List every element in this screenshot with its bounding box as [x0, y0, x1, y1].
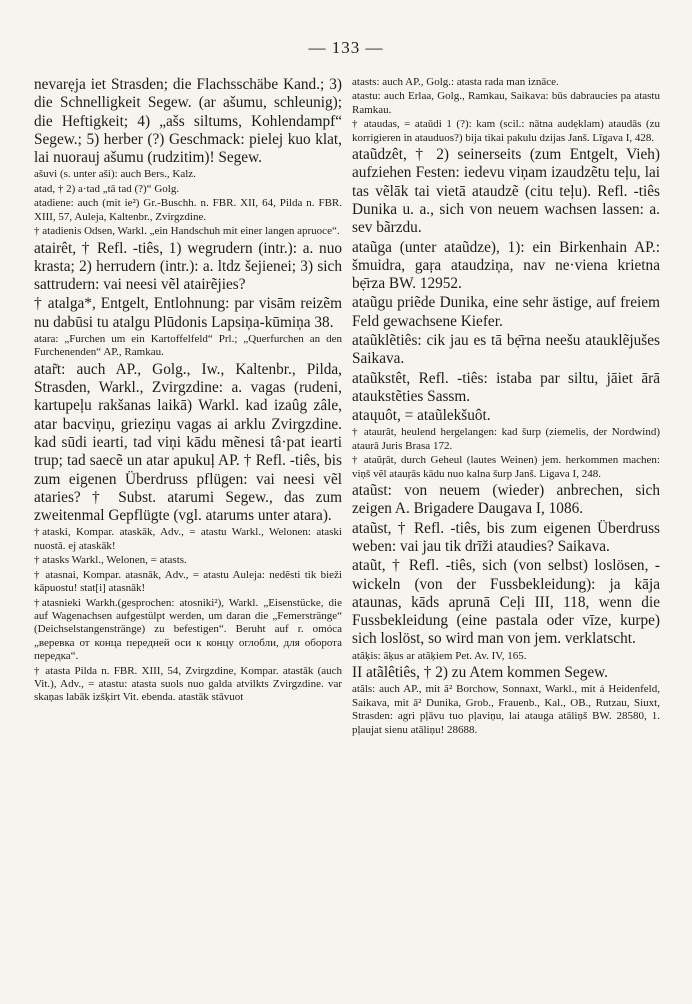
dictionary-entry: atastu: auch Erlaa, Golg., Ramkau, Saikava: būs dabraucies pa atastu Ramkau.	[352, 90, 660, 116]
dictionary-entry: ašuvi (s. unter aši): auch Bers., Kalz.	[34, 168, 196, 181]
dictionary-entry: atãķis: ãķus ar atãķiem Pet. Av. IV, 165.	[352, 649, 527, 662]
dictionary-entry: † atasnai, Kompar. atasnāk, Adv., = atastu Auleja: nedẽsti tik bieži kāpuostu! stat[i] atasnāk!	[34, 568, 342, 595]
dictionary-entry: atãls: auch AP., mit ã² Borchow, Sonnaxt, Warkl., mit á Heidenfeld, Saikava, mit ā² Dunika, Grob., Frauenb., Kal., OB., Rutzau, Siuxt, Strasden: agri pļāvu tuo pļaviņu, lai atauga atāliņš BW. 28580, 1. pļaujat sienu atāliņu! 28688.	[352, 683, 660, 736]
dictionary-entry: † ataudas, = ataūdi 1 (?): kam (scil.: nātna audẹklam) ataudās (zu korrigieren in atauduos?) bija tikai pakulu dzijas Janš. Līgava I, 428.	[352, 118, 660, 144]
dictionary-entry: II atãlêtiês, † 2) zu Atem kommen Segew.	[352, 664, 609, 682]
dictionary-entry: †ataski, Kompar. ataskāk, Adv., = atastu Warkl., Welonen: ataski nuostā. ej ataskāk!	[34, 526, 342, 552]
dictionary-entry: atad, † 2) a·tad „tā tad (?)“ Golg.	[34, 182, 180, 195]
dictionary-entry: atadiene: auch (mit ie²) Gr.-Buschh. n. FBR. XII, 64, Pilda n. FBR. XIII, 57, Auleja, Kaltenbr., Zvirgzdine.	[34, 197, 342, 223]
dictionary-entry: † ataũŗât, durch Geheul (lautes Weinen) jem. herkommen machen: viņš vẽl atauŗās kādu nuo kalna šurp Janš. Ligava I, 248.	[352, 454, 660, 480]
dictionary-entry: ataũgu priẽde Dunika, eine sehr ästige, auf freiem Feld gewachsene Kiefer.	[352, 294, 660, 330]
dictionary-entry: ataũst, † Refl. -tiês, bis zum eigenen Überdruss weben: vai jau tik drīži ataudies? Saikava.	[352, 519, 660, 555]
dictionary-entry: atairêt, † Refl. -tiês, 1) wegrudern (intr.): a. nuo krasta; 2) herrudern (intr.): a. ltdz šejienei; 3) sich sattrudern: vai neesi vẽl atairẽjies?	[34, 239, 342, 294]
dictionary-entry: ataũdzêt, † 2) seinerseits (zum Entgelt, Vieh) aufziehen Festen: iedevu viņam izaudzẽtu teļu, lai tas vẽlāk tai vietā ataudzẽ (citu teļu). Refl. -tiês Dunika u. a., sich von neuem wachsen lassen: a. sev bãrzdu.	[352, 146, 660, 237]
dictionary-entry: † atadienis Odsen, Warkl. „ein Handschuh mit einer langen apruoce“.	[34, 225, 340, 238]
dictionary-entry: ataųuôt, = ataũlekšuôt.	[352, 407, 491, 425]
dictionary-entry: ataũt, † Refl. -tiês, sich (von selbst) loslösen, -wickeln (von der Fussbekleidung): ja kāja ataunas, kāds aprunā Ceļi III, 118, wenn die Fussbekleidung (eine pastala oder vīze, kurpe) sich loslöst, so wird man von jem. verklatscht.	[352, 557, 660, 648]
dictionary-entry: †atasnieki Warkh.(gesprochen: atosniki²), Warkl. „Eisenstücke, die auf Wagenachsen aufgestülpt werden, um daran die „Femerstränge“ (Deichselstangenstränge) zu befestigen“. Beruht auf r. omóca „веревка от конца передней оси к концу оглобли, для оборота передка“.	[34, 596, 342, 663]
dictionary-entry: atasts: auch AP., Golg.: atasta rada man iznāce.	[352, 76, 559, 88]
dictionary-entry: † atalga*, Entgelt, Entlohnung: par visām reizẽm nu dabūsi tu atalgu Plūdonis Lapsiņa-kūmiņa 38.	[34, 295, 342, 331]
dictionary-entry: ataũga (unter ataũdze), 1): ein Birkenhain AP.: šmuidra, gaŗa ataudziņa, nav ne·viena krietna bẹ̄rza BW. 12952.	[352, 238, 660, 293]
dictionary-entry: atara: „Furchen um ein Kartoffelfeld“ Prl.; „Querfurchen an den Furchenenden“ AP., Ramkau.	[34, 333, 342, 359]
left-column	[34, 76, 342, 706]
dictionary-entry: † atasks Warkl., Welonen, = atasts.	[34, 554, 187, 567]
dictionary-entry: nevarẹja iet Strasden; die Flachsschäbe Kand.; 3) die Schnelligkeit Segew. (ar ašumu, schleunig); die Heftigkeit; 4) „ašs siltums, Kohlendampf“ Segew.; 5) herber (?) Geschmack: pielej kuo klat, lai nuorauj ašumu (rudzitim)! Segew.	[34, 76, 342, 167]
right-column	[352, 76, 660, 738]
page-number: — 133 —	[308, 38, 384, 57]
dictionary-entry: ataũklẽtiês: cik jau es tā bẹ̄rna neešu atauklẽjušes Saikava.	[352, 332, 660, 368]
dictionary-entry: † ataurât, heulend hergelangen: kad šurp (ziemelis, der Nordwind) ataurā Juris Brasa 172.	[352, 426, 660, 452]
dictionary-entry: ataũst: von neuem (wieder) anbrechen, sich zeigen A. Brigadere Daugava I, 1086.	[352, 482, 660, 518]
dictionary-entry: atar̃t: auch AP., Golg., Iw., Kaltenbr., Pilda, Strasden, Warkl., Zvirgzdine: a. vagas (rudeni, kartupeļu rakšanas laikā) Warkl. kad izaûg zâle, atar bacviņu, grieziņu vagas ai arklu Zvirgzdine. kad sūdi iearti, tad viņi kādu mẽnesi tâ·pat iearti trup; tad saecẽ un atar apukuļ AP. † Refl. -tiês, bis zum eigenen Überdruss pflügen: vai neesi vẽl ataries? † Subst. atarumi Segew., das zum zweitenmal Gepflügte (vgl. atarums unter atara).	[34, 360, 342, 525]
dictionary-entry: † atasta Pilda n. FBR. XIII, 54, Zvirgzdine, Kompar. atastāk (auch Vit.), Adv., = atastu: atasta suols nuo galda atvilkts Zvirgzdine. var skaņas labāk izšķirt Vit. ebenda. atastāk stāvuot	[34, 664, 342, 704]
dictionary-entry: ataũkstêt, Refl. -tiês: istaba par siltu, jāiet ārā ataukstẽties Sassm.	[352, 369, 660, 405]
